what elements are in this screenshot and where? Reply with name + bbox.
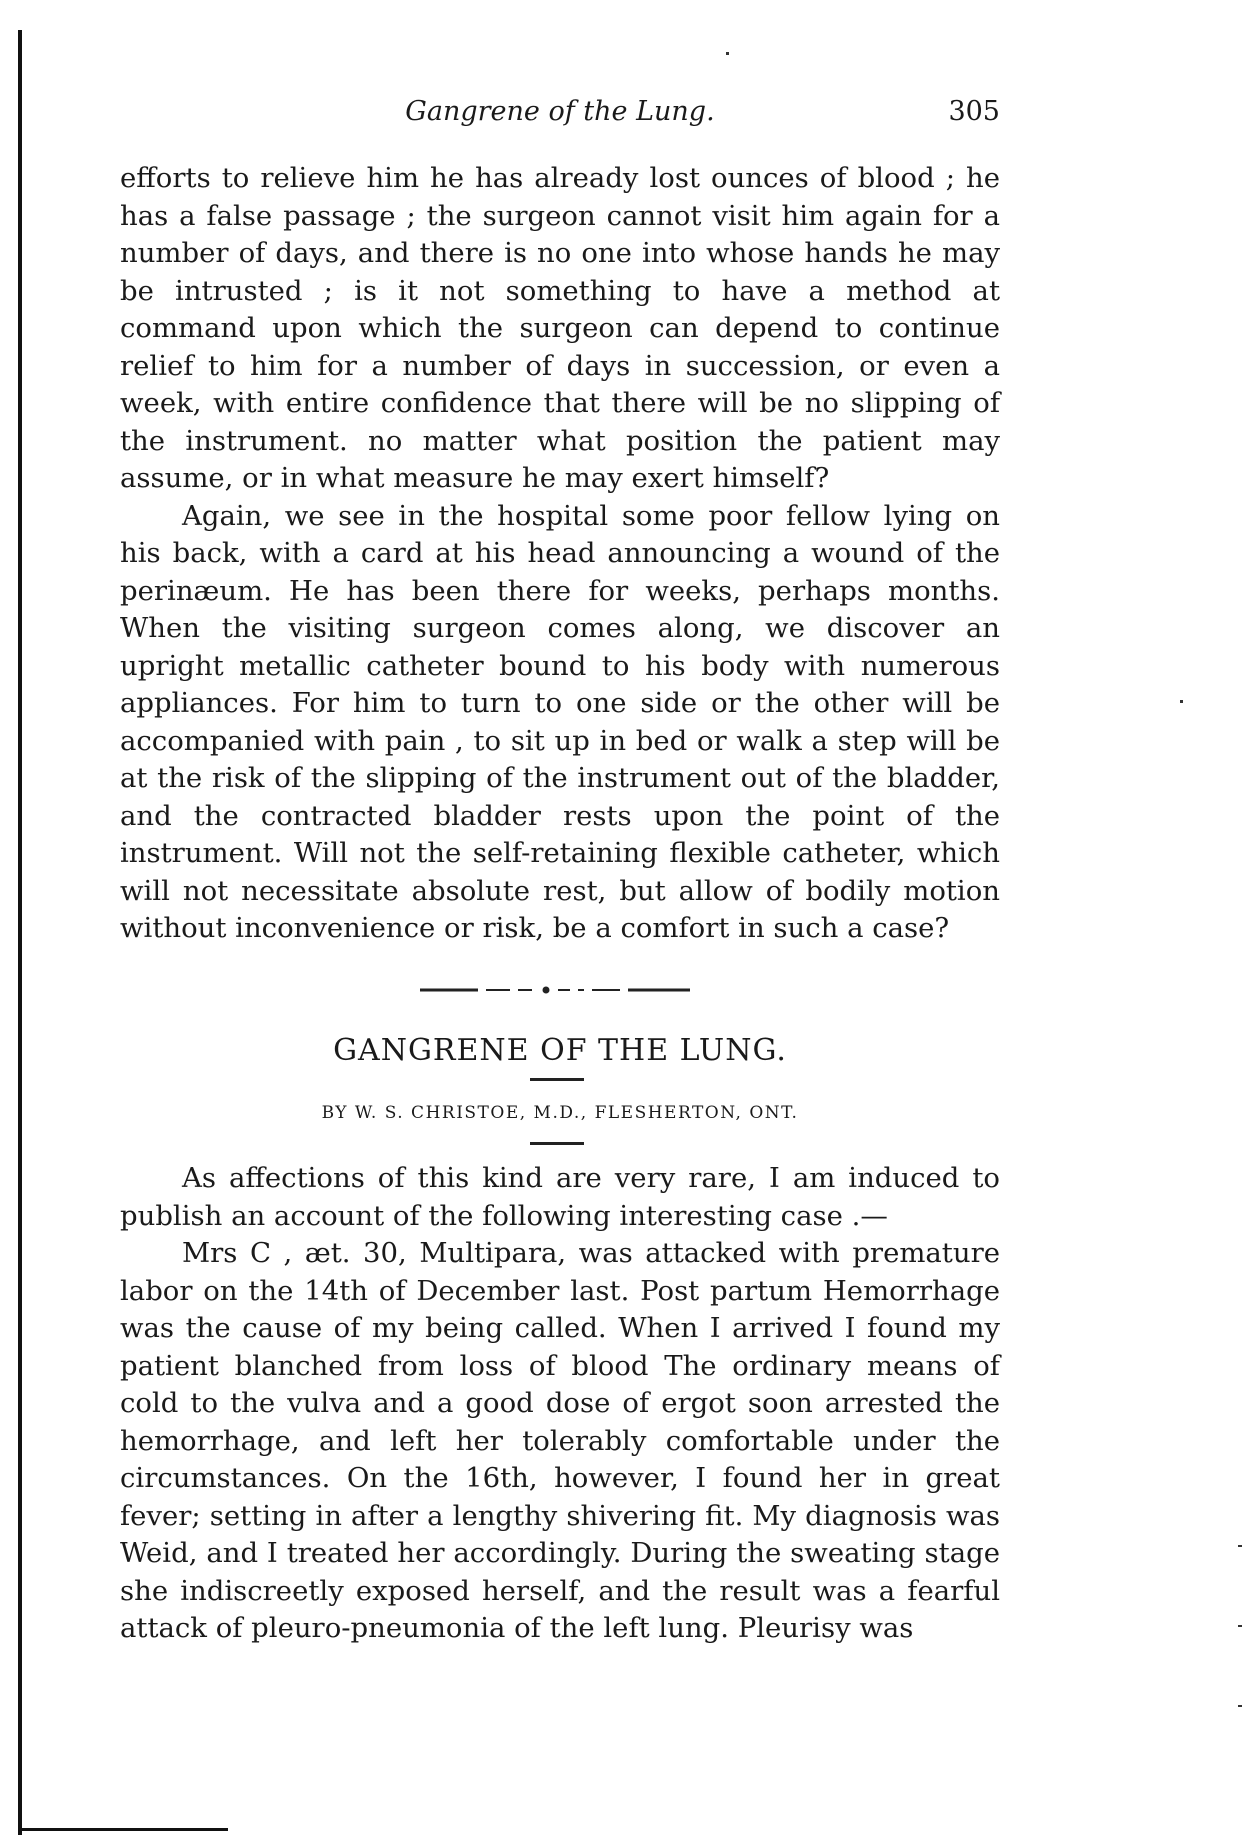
book-spine-foot <box>18 1828 228 1831</box>
scan-speck <box>726 52 729 55</box>
continued-text <box>120 160 1000 948</box>
article-body <box>120 1160 1000 1648</box>
page-header <box>120 96 1000 136</box>
paragraph: As affections of this kind are very rare, I am induced to publish an account of the following interesting case .— <box>120 1162 1000 1232</box>
scan-speck <box>1238 1705 1242 1707</box>
article-title: GANGRENE OF THE LUNG. <box>333 1033 787 1068</box>
scan-speck <box>1180 700 1183 703</box>
scan-speck <box>1238 1545 1242 1547</box>
section-divider-ornament <box>420 980 690 1000</box>
byline-rule <box>530 1142 584 1145</box>
scan-speck <box>1238 1625 1242 1627</box>
paragraph: Mrs C , æt. 30, Multipara, was attacked with premature labor on the 14th of December last. Post partum Hemorrhage was the cause of my being called. When I arrived I found my patient blanched from loss of blood The ordinary means of cold to the vulva and a good dose of ergot soon arrested the hemorrhage, and left her tolerably comfortable under the circumstances. On the 16th, however, I found her in great fever; setting in after a lengthy shivering fit. My diagnosis was Weid, and I treated her accordingly. During the sweating stage she indiscreetly exposed herself, and the result was a fearful attack of pleuro-pneumonia of the left lung. Pleurisy was <box>120 1237 1000 1644</box>
title-rule <box>530 1078 584 1081</box>
page-number: 305 <box>948 96 1000 127</box>
article-byline: BY W. S. CHRISTOE, M.D., FLESHERTON, ONT. <box>321 1103 799 1123</box>
book-spine-edge <box>18 30 22 1835</box>
paragraph: efforts to relieve him he has already lost ounces of blood ; he has a false passage ; the surgeon cannot visit him again for a number of days, and there is no one into whose hands he may be intrusted ; is it not something to have a method at command upon which the surgeon can depend to continue relief to him for a number of days in succession, or even a week, with entire confidence that there will be no slipping of the instrument. no matter what position the patient may assume, or in what measure he may exert himself? <box>120 162 1000 494</box>
paragraph: Again, we see in the hospital some poor fellow lying on his back, with a card at his head announcing a wound of the perinæum. He has been there for weeks, perhaps months. When the visiting surgeon comes along, we discover an upright metallic catheter bound to his body with numerous appliances. For him to turn to one side or the other will be accompanied with pain , to sit up in bed or walk a step will be at the risk of the slipping of the instrument out of the bladder, and the contracted bladder rests upon the point of the instrument. Will not the self-retaining flexible catheter, which will not necessitate absolute rest, but allow of bodily motion without inconvenience or risk, be a comfort in such a case? <box>120 499 1000 944</box>
running-title: Gangrene of the Lung. <box>405 96 715 127</box>
